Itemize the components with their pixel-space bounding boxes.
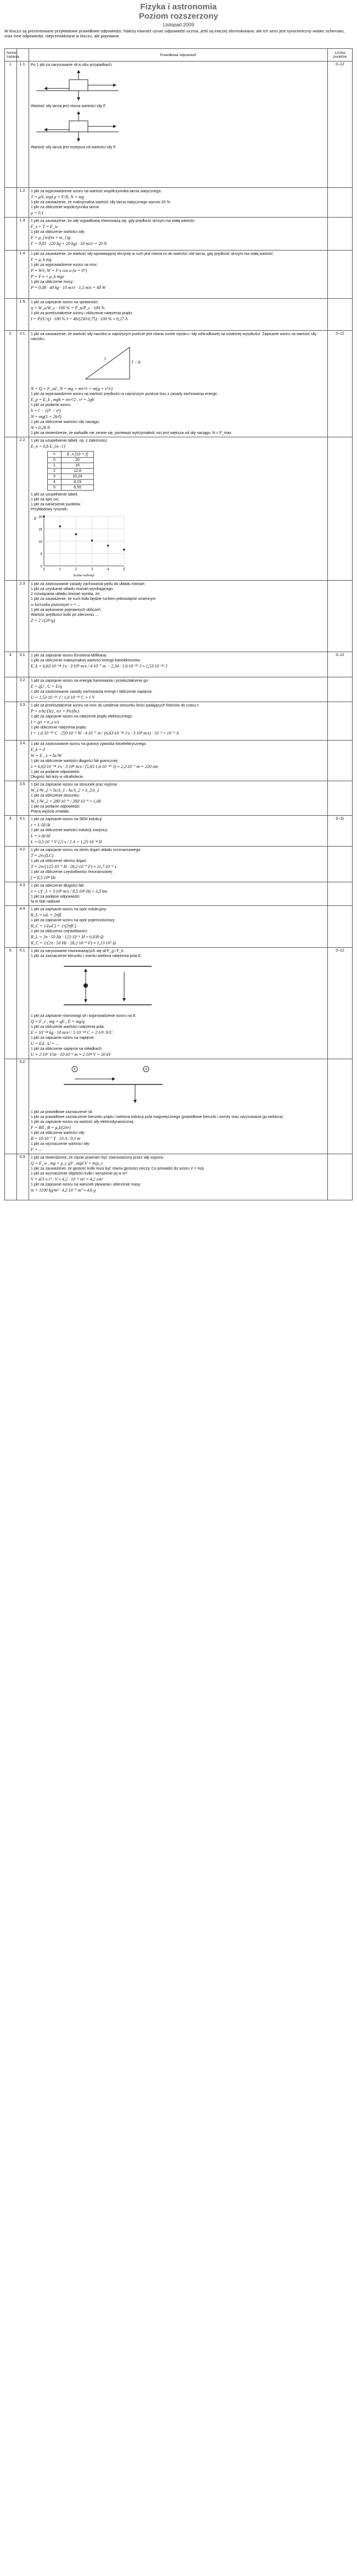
energy-table-cell: 16 <box>61 463 93 469</box>
formula-line: W = E , λ = hc/W <box>31 753 62 758</box>
table-row <box>5 581 353 652</box>
energy-table-cell: 1 <box>48 463 62 469</box>
answer-cell <box>29 581 328 652</box>
page-date: Listopad 2009 <box>163 22 194 27</box>
task-number <box>5 882 17 906</box>
points-cell <box>328 677 353 702</box>
formula-line: P = W/t, W = F·s cos α (α = 0°) <box>31 268 87 273</box>
y-tick-label: 20 <box>38 516 42 519</box>
table-row <box>5 437 353 581</box>
task-number <box>5 437 17 581</box>
answer-line: 1 pkt za obliczenie wartości siły: <box>31 1131 86 1135</box>
task-number: 2. <box>5 331 17 437</box>
answer-cell <box>29 299 328 331</box>
table-row <box>5 677 353 702</box>
formula-line: I = P/(U·η) · 100 % I = 48/(230·0,75) · 100 % ≈ 0,27 A <box>31 316 128 321</box>
answer-cell <box>29 1059 328 1154</box>
task-number <box>5 1154 17 1200</box>
task-number <box>5 741 17 781</box>
formula-line: R_L = 2π · 50 Hz · 125·10⁻⁶ H ≈ 0,039 Ω <box>31 934 104 939</box>
formula-line: B = 10·10⁻⁷ T · 10 A / 0,1 m <box>31 1136 81 1141</box>
points-cell <box>328 741 353 781</box>
answer-line: 1 pkt za zapisanie wzoru na SEM indukcji: <box>31 817 103 821</box>
table-row <box>5 882 353 906</box>
table-note: 1 pkt za uzupełnienie tabeli. <box>31 493 79 497</box>
answer-line: 1 pkt za zastosowanie zasady zachowania energii i obliczenie napięcia: <box>31 690 153 694</box>
answer-line: 1 pkt za podanie odpowiedzi: <box>31 805 81 809</box>
answer-cell <box>29 741 328 781</box>
answer-line: Praca wyjścia zmalała. <box>31 810 70 814</box>
formula-line: h = l − √(l² − x²) <box>31 408 61 413</box>
answer-line: 1 pkt za zaznaczenie kierunku i zwrotu wektora natężenia pola E. <box>31 954 142 958</box>
formula-line: U = Ed , U = ... <box>31 1041 59 1046</box>
x-tick-label: 5 <box>123 568 125 571</box>
data-point <box>124 549 125 550</box>
answer-line: 1 pkt za wyprowadzenie wzoru na wartość współczynnika tarcia statycznego: <box>31 190 162 193</box>
subtask-number: 4.3. <box>17 882 29 906</box>
answer-cell <box>29 331 328 437</box>
energy-table-cell: 4 <box>48 480 62 485</box>
data-point <box>43 516 45 518</box>
answer-cell <box>29 816 328 847</box>
points-cell <box>328 1059 353 1154</box>
answer-line: 1 pkt za obliczenie długości fali: <box>31 884 85 888</box>
formula-line: λ = 6,63·10⁻³⁴ J·s · 3·10⁸ m/s / (5,65·1,6·10⁻¹⁹ J) ≈ 2,2·10⁻⁷ m = 220 nm <box>31 764 158 769</box>
subtask-number: 3.4. <box>17 741 29 781</box>
formula-line: μ = 0,1 <box>31 210 44 215</box>
answer-cell <box>29 847 328 882</box>
formula-line: T = μN, stąd μ = F/N, N = mg <box>31 194 84 199</box>
table-note: 1 pkt za naniesienie punktów. <box>31 503 81 507</box>
table-row <box>5 948 353 1059</box>
formula-line: L = ε·Δt/ΔI <box>31 833 51 838</box>
formula-line: w kierunku poziomym v = ... <box>31 602 81 607</box>
pendulum-triangle-diagram <box>75 344 141 382</box>
formula-line: λ = c/f , λ = 3·10⁸ m/s / 8,5·10⁴ Hz ≈ 3,5 km <box>31 889 108 894</box>
formula-line: N ≈ 0,28 N <box>31 425 51 430</box>
x-tick-label: 1 <box>59 568 61 571</box>
formula-line: I = q/t = n_e·e/t <box>31 720 59 725</box>
subtask-number: 2.3. <box>17 581 29 652</box>
x-tick-label: 0 <box>43 568 45 571</box>
answer-line: Wartość siły tarcia jest równa wartości siły F. <box>31 104 107 108</box>
table-row <box>5 1059 353 1154</box>
table-row <box>5 816 353 847</box>
formula-line: Q = F_w , mg = ρ_c gV , stąd V = m/ρ_c <box>31 1161 103 1166</box>
table-row <box>5 702 353 741</box>
answer-line: 1 pkt za zapisanie wzoru na opór indukcyjny: <box>31 908 107 911</box>
answer-line: 1 pkt za zapisanie wzoru na sprawność: <box>31 301 99 304</box>
subtask-number: 5.1. <box>17 948 29 1059</box>
formula-line: E_n = 0,8 E_{n−1} <box>31 444 65 449</box>
task-number <box>5 218 17 251</box>
subtask-number: 4.1. <box>17 816 29 847</box>
task-number: 5. <box>5 948 17 1059</box>
answer-line: 1 pkt za przekształcenie wzoru na moc do ustalenia stosunku ilości padających fotonów do czasu t: <box>31 704 199 708</box>
answer-cell <box>29 1154 328 1200</box>
answer-line: 1 pkt za uzupełnienie tabeli, np. z zależności: <box>31 439 108 443</box>
answer-cell <box>29 188 328 218</box>
points-cell <box>328 188 353 218</box>
answer-cell <box>29 781 328 816</box>
formula-line: E_k = 0 <box>31 747 45 752</box>
formula-line: Z = 2 √(2l²/g) <box>31 618 55 623</box>
y-tick-label: 10 <box>38 541 42 544</box>
header-answer: Prawidłowa odpowiedź <box>29 49 328 62</box>
answer-line: 1 pkt za obliczenie maksymalnej wartości energii fotoelektronów: <box>31 659 141 663</box>
subtask-number: 5.2. <box>17 1059 29 1154</box>
table-note: Przykładowy rysunek: <box>31 508 68 511</box>
energy-table-row <box>48 463 94 469</box>
answer-line: 1 pkt za zapisanie wzoru na energię hamowania i przekształcenie go: <box>31 679 149 683</box>
formula-line: E_p = E_k , mgh = mv²/2 , v² = 2gh <box>31 397 94 402</box>
answer-line: fa to fale radiowe. <box>31 900 62 904</box>
answer-line: 1 pkt za prawidłowe zaznaczenie kierunku prądu i wektora indukcji pola magnetycznego (prawidłowe kierunki i zwroty oraz narysowanie go wektora). <box>31 1115 284 1119</box>
header-points: Liczba punktów <box>328 49 353 62</box>
answer-line: 1 pkt za zapisanie wzoru na okres drgań układu rezonansowego: <box>31 848 142 852</box>
points-cell: 0–12 <box>328 62 353 188</box>
answer-line: 1 pkt za zauważenie, że siłę wypadkową równoważą się, gdy prędkość skrzyni ma stałą wartość: <box>31 219 196 223</box>
subtask-number: 2.2. <box>17 437 29 581</box>
table-note: 1 pkt za opis osi. <box>31 498 60 502</box>
y-tick-label: 5 <box>40 553 42 557</box>
answer-line: 1 pkt za stwierdzenie, że ciężar powinien być równoważony przez siłę wypora: <box>31 1156 164 1160</box>
task-number <box>5 906 17 948</box>
answer-line: 1 pkt za zapisanie wzoru na wartość siły elektrodynamicznej: <box>31 1120 135 1124</box>
formula-line: Q = F_e , mg = qE , E = mg/q <box>31 1019 85 1024</box>
points-cell <box>328 847 353 882</box>
answer-cell <box>29 906 328 948</box>
formula-line: F = μ_k mg <box>31 257 52 262</box>
answer-line: 1 pkt za obliczenie okresu drgań: <box>31 859 87 863</box>
table-row <box>5 331 353 437</box>
formula-line: R_C = 1/(ωC) = 1/(2πfC) <box>31 923 76 928</box>
energy-table-cell: 5 <box>48 485 62 491</box>
points-cell <box>328 437 353 581</box>
svg-text:l: l <box>104 357 106 361</box>
subtask-number: 3.1. <box>17 652 29 677</box>
answer-line: 1 pkt za obliczenie mocy: <box>31 280 74 284</box>
page-subtitle: Poziom rozszerzony <box>138 12 219 21</box>
answer-line: 1 pkt za prawidłowe zaznaczenie sił. <box>31 1110 93 1114</box>
energy-table-cell: 6,55 <box>61 485 93 491</box>
subtask-number: 1.3. <box>17 218 29 251</box>
subtask-number: 3.3. <box>17 702 29 741</box>
answer-line: 1 pkt za zapisanie wzoru na stosunek prac wyjścia: <box>31 783 118 787</box>
table-row <box>5 652 353 677</box>
subtask-number: 1.5. <box>17 299 29 331</box>
energy-table-cell: 10,24 <box>61 474 93 480</box>
page-header <box>0 0 357 27</box>
answer-line: 1 pkt za wyznaczenie wartości siły: <box>31 1142 91 1146</box>
task-number <box>5 1059 17 1154</box>
answer-line: 1 pkt za zapisanie wzoru Einsteina-Millikana: <box>31 654 107 658</box>
header-number: Numer zadania <box>5 49 17 62</box>
answer-line: Po 1 pkt za narysowanie sił w obu przypadkach. <box>31 63 113 67</box>
points-cell: 0–12 <box>328 948 353 1059</box>
answer-line: 1 pkt za podanie odpowiedzi: <box>31 770 81 774</box>
answer-line: 1 pkt za zastosowanie wzoru na granicę zjawiska fotoelektrycznego: <box>31 742 147 746</box>
points-cell <box>328 882 353 906</box>
formula-line: W_1/W_2 = 280·10⁻⁹ / 260·10⁻⁹ ≈ 1,08 <box>31 799 101 804</box>
formula-line: U = 2·10⁵ V/m · 10·10⁻² m = 2·10⁴ V = 20 kV <box>31 1052 111 1057</box>
data-point <box>59 526 61 527</box>
page-title: Fizyka i astronomia <box>140 2 217 12</box>
points-cell <box>328 702 353 741</box>
answer-line: 1 pkt za zapisanie wzoru na opór pojemnościowy: <box>31 919 116 922</box>
energy-chart <box>31 512 130 578</box>
formula-line: R_C = 1/(2π · 50 Hz · 28,2·10⁻⁹ F) ≈ 1,13·10⁵ Ω <box>31 941 116 945</box>
answer-line: 1 pkt za obliczenie współczynnika tarcia: <box>31 205 100 209</box>
formula-line: N = Q + F_od , N = mg + mv²/r = m(g + v²/r) <box>31 386 113 391</box>
answer-line: Wartość prędkości kulki po zderzeniu ... <box>31 613 99 617</box>
table-row <box>5 906 353 948</box>
subtask-number: 2.1. <box>17 331 29 437</box>
answer-cell <box>29 702 328 741</box>
task-number <box>5 702 17 741</box>
answer-line: 1 pkt za wyprowadzenie wzoru na wartość prędkości w najniższym punkcie toru z zasady zachowania energii: <box>31 392 218 396</box>
answer-line: 1 pkt za obliczenie wartości indukcji zwojnicy: <box>31 828 108 832</box>
formula-line: T = 2π√(125·10⁻⁶ H · 28,2·10⁻⁹ F) ≈ 11,7·10⁻⁶ s <box>31 864 117 869</box>
energy-table <box>47 451 94 491</box>
formula-line: F = ... <box>31 1147 42 1152</box>
answer-line: 1 pkt za obliczenie częstotliwości: <box>31 930 88 933</box>
formula-line: ε = L·ΔI/Δt <box>31 822 51 827</box>
energy-table-cell: 0 <box>48 458 62 463</box>
table-row <box>5 741 353 781</box>
energy-table-cell: 20 <box>61 458 93 463</box>
formula-line: E = qU , U = E/q <box>31 684 62 689</box>
points-cell: 0–12 <box>328 331 353 437</box>
table-body <box>5 62 353 1200</box>
points-cell <box>328 299 353 331</box>
answer-cell <box>29 62 328 188</box>
table-row <box>5 299 353 331</box>
formula-line: E = 10⁻¹⁴ kg · 10 m/s² / 5·10⁻¹⁹ C = 2·10⁵ N/C <box>31 1030 113 1035</box>
answer-line: 1 pkt za przekształcenie wzoru i obliczenie natężenia prądu: <box>31 311 133 315</box>
answer-line: 1 pkt za zastosowanie zasady zachowania pędu do układu równań: <box>31 582 146 586</box>
answer-line: 1 pkt za obliczenie napięcia na okładkach: <box>31 1047 103 1051</box>
answer-line: 1 pkt za obliczenie wartości długości fali granicznej: <box>31 759 119 763</box>
table-row <box>5 781 353 816</box>
answer-cell <box>29 251 328 299</box>
capacitor-plates-diagram <box>53 961 163 1010</box>
task-number <box>5 677 17 702</box>
points-cell: 0–12 <box>328 652 353 677</box>
answer-line: 1 pkt za wyznaczenie objętości kulki i wyrażenie jej w m³: <box>31 1172 129 1176</box>
formula-line: R_L = ωL = 2πfL <box>31 913 62 917</box>
answer-line: 1 pkt za stwierdzenie, że wahadło nie zerwie się, ponieważ wytrzymałość nici jest większa od siły naciągu: N < F_max <box>31 431 232 435</box>
answer-line: Długość fali leży w ultrafiolecie. <box>31 775 84 779</box>
formula-line: P = n·hc/(λt) , n/t = Pλ/(hc) <box>31 709 80 714</box>
energy-table-row <box>48 469 94 474</box>
data-point <box>107 545 109 547</box>
answer-line: 1 pkt za zauważenie, że maksymalna wartość siły tarcia statycznego wynosi 20 %. <box>31 201 171 204</box>
answer-line: 1 pkt za zapisanie wzoru na warunek pływania i obliczenie masy: <box>31 1183 142 1187</box>
data-point <box>75 533 77 535</box>
block-force-diagram <box>31 70 124 101</box>
data-point <box>91 539 93 541</box>
formula-line: m = 1100 kg/m³ · 4,2·10⁻⁶ m³ ≈ 4,6 g <box>31 1188 96 1193</box>
answer-line: 1 pkt za zapisanie wzoru na napięcie: <box>31 1036 95 1040</box>
y-tick-label: 15 <box>38 528 42 532</box>
formula-line: V = 4/3 π r³ , V ≈ 4,2 · 10⁻⁶ m³ = 4,2 cm³ <box>31 1177 103 1182</box>
points-cell <box>328 1154 353 1200</box>
energy-table-cell: 2 <box>48 469 62 474</box>
formula-line: N = mg(1 + 2h/l) <box>31 414 62 419</box>
answer-line: 1 pkt za zauważenie, że wartość siły nacisku w najniższym punkcie jest równa sumie ciężaru i siły odśrodkowej na ustalonej wysokości. Zapisanie wzoru na wartość siły nacisku: <box>31 332 317 341</box>
answer-cell <box>29 882 328 906</box>
task-number <box>5 847 17 882</box>
x-tick-label: 2 <box>75 568 77 571</box>
formula-line: W_1/W_2 = hc/λ_1 : hc/λ_2 = λ_2/λ_1 <box>31 788 99 793</box>
task-number <box>5 581 17 652</box>
subtask-number: 4.2. <box>17 847 29 882</box>
energy-table-header: E_n [10⁻⁴ J] <box>61 452 93 458</box>
task-number <box>5 251 17 299</box>
formula-line: F_s + T = F_w <box>31 224 58 229</box>
formula-line: U = 1,53·10⁻¹⁹ J / 1,6·10⁻¹⁹ C ≈ 1 V <box>31 695 95 700</box>
answer-line: 1 pkt za zapisanie wzoru na natężenie prądu elektrycznego: <box>31 715 133 719</box>
task-number <box>5 781 17 816</box>
answer-line: 1 pkt za obliczenie wartości natężenia pola: <box>31 1025 105 1029</box>
answer-line: 1 pkt za zauważenie, że gęstość kulki musi być równa gęstości cieczy. Co prowadzi do wzoru V = m/ρ <box>31 1167 204 1171</box>
y-tick-label: 0 <box>40 565 42 569</box>
table-row <box>5 1154 353 1200</box>
answer-line: 1 pkt za obliczenie wartości siły: <box>31 230 86 234</box>
formula-line: f = 8,5·10⁴ Hz <box>31 875 56 880</box>
x-axis-label: liczba wahnięć <box>73 574 95 577</box>
block-force-diagram <box>31 111 124 142</box>
subtask-number: 4.4. <box>17 906 29 948</box>
points-cell <box>328 218 353 251</box>
answer-cell <box>29 652 328 677</box>
answer-line: 1 pkt za obliczenie stosunku: <box>31 794 80 798</box>
energy-table-cell: 8,19 <box>61 480 93 485</box>
formula-line: η = W_u/W_c · 100 % = P_u/P_c · 100 % <box>31 305 105 310</box>
energy-table-cell: 12,8 <box>61 469 93 474</box>
energy-table-row <box>48 480 94 485</box>
answer-line: 1 pkt za podanie wzoru: <box>31 403 71 407</box>
answer-cell <box>29 948 328 1059</box>
answer-line: 1 pkt za wykonanie poprawnych obliczeń: <box>31 608 102 612</box>
table-row <box>5 847 353 882</box>
energy-table-cell: 3 <box>48 474 62 480</box>
answer-cell <box>29 677 328 702</box>
answer-line: Wartość siły tarcia jest mniejsza od wartości siły F. <box>31 146 116 149</box>
table-row <box>5 218 353 251</box>
energy-table-header: n <box>48 452 62 458</box>
table-row <box>5 62 353 188</box>
subtask-number: 1.4. <box>17 251 29 299</box>
formula-line: F = 0,05 · (20 kg + 20 kg) · 10 m/s² = 20 N <box>31 241 107 246</box>
answer-line: 1 pkt za zapisanie równowagi sił i wyprowadzenie wzoru na E: <box>31 1014 137 1018</box>
formula-line: E_k = 6,63·10⁻³⁴ J·s · 3·10⁸ m/s / 4·10⁻⁷ m − 2,34 · 1,6·10⁻¹⁹ J ≈ 1,53·10⁻¹⁹ J <box>31 664 168 669</box>
answer-cell <box>29 218 328 251</box>
subtask-number: 3.2. <box>17 677 29 702</box>
answer-line: 1 pkt za uzyskanie układu równań wynikającego: <box>31 587 114 591</box>
points-cell <box>328 781 353 816</box>
answer-key-table <box>4 48 353 1200</box>
table-header-row <box>5 49 353 62</box>
energy-table-row <box>48 458 94 463</box>
answer-line: 1 pkt za wyprowadzenie wzoru na moc: <box>31 263 98 267</box>
svg-text:l − h: l − h <box>132 360 141 365</box>
x-tick-label: 4 <box>107 568 109 571</box>
energy-table-row <box>48 474 94 480</box>
table-row <box>5 188 353 218</box>
subtask-number: 5.3. <box>17 1154 29 1200</box>
subtask-number: 3.5. <box>17 781 29 816</box>
answer-line: 1 pkt obliczenie natężenia prądu: <box>31 726 87 730</box>
formula-line: F = μ_{st}(m + m_1)g <box>31 235 71 240</box>
subtask-number: 1.1. <box>17 62 29 188</box>
formula-line: I = 1,6·10⁻¹⁹ C · 250·10⁻⁶ W · 4·10⁻⁷ m / (6,63·10⁻³⁴ J·s · 3·10⁸ m/s) · 10⁻² ≈ 10⁻⁵ A <box>31 731 179 736</box>
formula-line: P = 0,08 · 40 kg · 10 m/s² · 1,5 m/s = 48 W <box>31 285 106 290</box>
answer-line: 1 pkt za podanie odpowiedzi: <box>31 895 81 899</box>
formula-line: L = 0,5·10⁻³ V·2,5 s / 2 A = 1,25·10⁻⁴ H <box>31 839 102 844</box>
conductor-field-diagram <box>53 1062 174 1106</box>
y-axis-label: E <box>34 516 37 521</box>
points-cell: 0–11 <box>328 816 353 847</box>
task-number: 1. <box>5 62 17 188</box>
task-number <box>5 299 17 331</box>
answer-line: 1 pkt za zauważenie, że ruch kulki będzie ruchem jednostajnie zmiennym <box>31 597 156 601</box>
answer-line: 2 rozwiązania układu równań wynika, że: <box>31 592 101 596</box>
answer-cell <box>29 437 328 581</box>
answer-line: 1 pkt za narysowanie równoważących się sił F_g i F_e. <box>31 949 125 953</box>
points-cell <box>328 251 353 299</box>
subtask-number: 1.2. <box>17 188 29 218</box>
intro-text: W kluczu są prezentowane przykładowe prawidłowe odpowiedzi. Należy również uznać odpowiedzi ucznia, jeśli są inaczej sformułowane, ale ich sens jest synonimiczny wobec schematu, oraz inne odpowiedzi, nieprzewidziane w kluczu, ale poprawne. <box>4 29 345 38</box>
formula-line: P = F·v = μ_k mgv <box>31 274 64 279</box>
task-number <box>5 188 17 218</box>
formula-line: T = 2π√(LC) <box>31 853 54 858</box>
task-number: 3. <box>5 652 17 677</box>
points-cell <box>328 581 353 652</box>
formula-line: F = BIl , B = μ₀I/(2πr) <box>31 1125 71 1130</box>
table-row <box>5 251 353 299</box>
answer-line: 1 pkt za obliczenie częstotliwości rezonansowej: <box>31 870 113 874</box>
task-number: 4. <box>5 816 17 847</box>
points-cell <box>328 906 353 948</box>
answer-line: 1 pkt za obliczenie wartości siły naciągu: <box>31 420 100 424</box>
x-tick-label: 3 <box>91 568 93 571</box>
answer-line: 1 pkt za zauważenie, że wartość siły wprawiającej skrzynię w ruch jest równa co do wartości sile tarcia, gdy prędkość skrzyni ma stałą wartość: <box>31 252 274 256</box>
energy-table-row <box>48 485 94 491</box>
